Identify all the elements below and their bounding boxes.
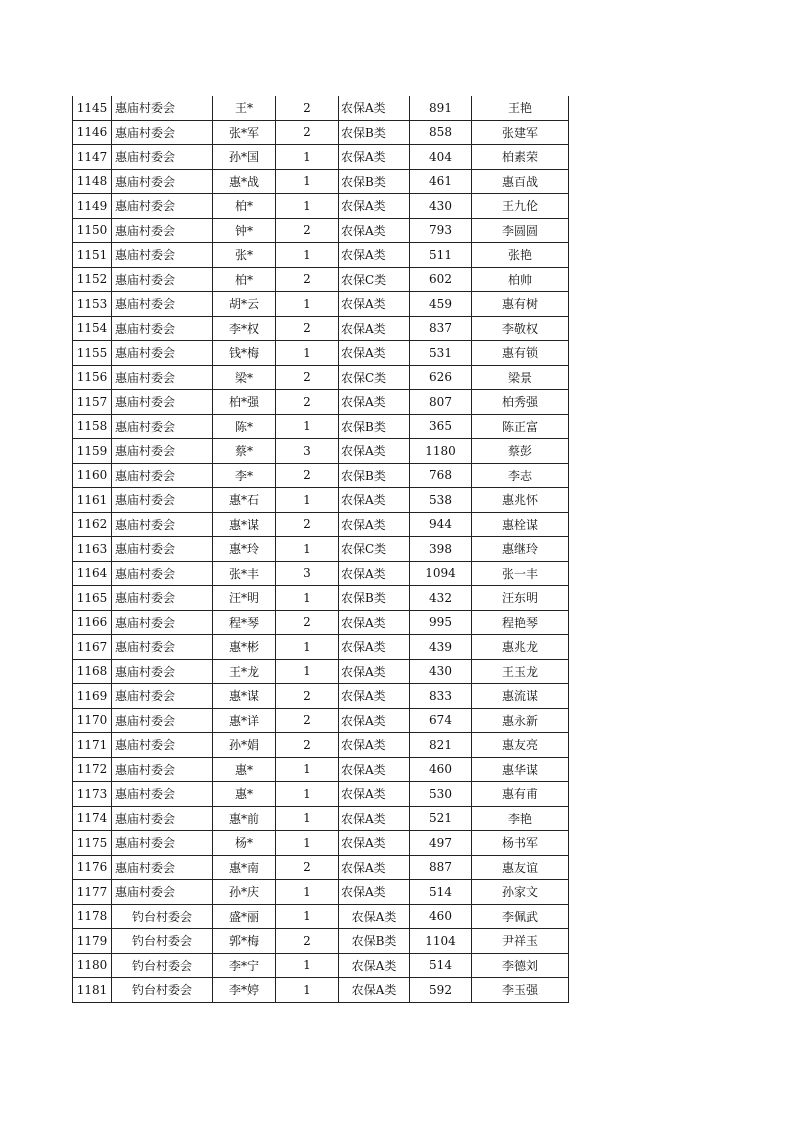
household-count-cell: 1: [276, 782, 339, 807]
recipient-name-cell: 杨*: [213, 831, 276, 856]
representative-name-cell: 惠有甫: [472, 782, 569, 807]
amount-cell: 365: [410, 414, 472, 439]
village-committee-cell: 惠庙村委会: [112, 439, 213, 464]
insurance-category-cell: 农保A类: [339, 243, 410, 268]
household-count-cell: 2: [276, 684, 339, 709]
village-committee-cell: 惠庙村委会: [112, 145, 213, 170]
household-count-cell: 2: [276, 316, 339, 341]
table-row: [73, 782, 569, 807]
representative-name-cell: 孙家文: [472, 880, 569, 905]
representative-name-cell: 程艳琴: [472, 610, 569, 635]
household-count-cell: 2: [276, 463, 339, 488]
representative-name-cell: 惠有锁: [472, 341, 569, 366]
household-count-cell: 1: [276, 145, 339, 170]
insurance-category-cell: 农保A类: [339, 145, 410, 170]
amount-cell: 944: [410, 512, 472, 537]
table-row: [73, 635, 569, 660]
amount-cell: 521: [410, 806, 472, 831]
insurance-category-cell: 农保C类: [339, 267, 410, 292]
village-committee-cell: 惠庙村委会: [112, 194, 213, 219]
household-count-cell: 1: [276, 341, 339, 366]
row-number-cell: 1156: [73, 365, 112, 390]
recipient-name-cell: 张*军: [213, 120, 276, 145]
insurance-category-cell: 农保A类: [339, 659, 410, 684]
amount-cell: 891: [410, 96, 472, 120]
recipient-name-cell: 李*宁: [213, 953, 276, 978]
row-number-cell: 1154: [73, 316, 112, 341]
insurance-category-cell: 农保A类: [339, 733, 410, 758]
table-row: [73, 733, 569, 758]
table-row: [73, 292, 569, 317]
representative-name-cell: 惠华谋: [472, 757, 569, 782]
recipient-name-cell: 孙*国: [213, 145, 276, 170]
recipient-name-cell: 盛*丽: [213, 904, 276, 929]
household-count-cell: 3: [276, 439, 339, 464]
amount-cell: 497: [410, 831, 472, 856]
representative-name-cell: 张建军: [472, 120, 569, 145]
row-number-cell: 1147: [73, 145, 112, 170]
amount-cell: 1094: [410, 561, 472, 586]
representative-name-cell: 惠兆龙: [472, 635, 569, 660]
row-number-cell: 1152: [73, 267, 112, 292]
amount-cell: 398: [410, 537, 472, 562]
row-number-cell: 1163: [73, 537, 112, 562]
row-number-cell: 1178: [73, 904, 112, 929]
household-count-cell: 1: [276, 292, 339, 317]
amount-cell: 995: [410, 610, 472, 635]
representative-name-cell: 王玉龙: [472, 659, 569, 684]
recipient-name-cell: 孙*庆: [213, 880, 276, 905]
insurance-category-cell: 农保A类: [339, 390, 410, 415]
row-number-cell: 1172: [73, 757, 112, 782]
row-number-cell: 1168: [73, 659, 112, 684]
representative-name-cell: 尹祥玉: [472, 929, 569, 954]
representative-name-cell: 惠友谊: [472, 855, 569, 880]
insurance-category-cell: 农保A类: [339, 439, 410, 464]
village-committee-cell: 惠庙村委会: [112, 733, 213, 758]
row-number-cell: 1180: [73, 953, 112, 978]
insurance-category-cell: 农保A类: [339, 978, 410, 1003]
village-committee-cell: 惠庙村委会: [112, 243, 213, 268]
insurance-category-cell: 农保A类: [339, 610, 410, 635]
representative-name-cell: 惠永新: [472, 708, 569, 733]
table-row: [73, 880, 569, 905]
insurance-category-cell: 农保A类: [339, 341, 410, 366]
household-count-cell: 2: [276, 733, 339, 758]
insurance-category-cell: 农保A类: [339, 512, 410, 537]
recipient-name-cell: 惠*南: [213, 855, 276, 880]
recipient-name-cell: 李*: [213, 463, 276, 488]
representative-name-cell: 李艳: [472, 806, 569, 831]
household-count-cell: 2: [276, 512, 339, 537]
row-number-cell: 1181: [73, 978, 112, 1003]
amount-cell: 511: [410, 243, 472, 268]
household-count-cell: 1: [276, 659, 339, 684]
amount-cell: 404: [410, 145, 472, 170]
village-committee-cell: 钓台村委会: [112, 953, 213, 978]
village-committee-cell: 惠庙村委会: [112, 218, 213, 243]
household-count-cell: 2: [276, 96, 339, 120]
recipient-name-cell: 孙*娟: [213, 733, 276, 758]
amount-cell: 1180: [410, 439, 472, 464]
village-committee-cell: 惠庙村委会: [112, 708, 213, 733]
recipient-name-cell: 惠*石: [213, 488, 276, 513]
village-committee-cell: 惠庙村委会: [112, 537, 213, 562]
row-number-cell: 1162: [73, 512, 112, 537]
representative-name-cell: 蔡彭: [472, 439, 569, 464]
village-committee-cell: 惠庙村委会: [112, 341, 213, 366]
insurance-category-cell: 农保A类: [339, 488, 410, 513]
household-count-cell: 1: [276, 904, 339, 929]
household-count-cell: 1: [276, 831, 339, 856]
row-number-cell: 1158: [73, 414, 112, 439]
insurance-category-cell: 农保A类: [339, 635, 410, 660]
representative-name-cell: 柏素荣: [472, 145, 569, 170]
household-count-cell: 2: [276, 610, 339, 635]
insurance-category-cell: 农保A类: [339, 831, 410, 856]
row-number-cell: 1161: [73, 488, 112, 513]
representative-name-cell: 李圆圆: [472, 218, 569, 243]
amount-cell: 430: [410, 659, 472, 684]
recipient-name-cell: 梁*: [213, 365, 276, 390]
representative-name-cell: 杨书军: [472, 831, 569, 856]
row-number-cell: 1146: [73, 120, 112, 145]
recipient-name-cell: 王*龙: [213, 659, 276, 684]
recipient-name-cell: 惠*谋: [213, 512, 276, 537]
table-row: [73, 904, 569, 929]
table-row: [73, 488, 569, 513]
representative-name-cell: 梁景: [472, 365, 569, 390]
table-row: [73, 341, 569, 366]
insurance-category-cell: 农保B类: [339, 120, 410, 145]
table-row: [73, 953, 569, 978]
household-count-cell: 3: [276, 561, 339, 586]
table-row: [73, 757, 569, 782]
amount-cell: 432: [410, 586, 472, 611]
table-row: [73, 218, 569, 243]
representative-name-cell: 王艳: [472, 96, 569, 120]
household-count-cell: 2: [276, 855, 339, 880]
representative-name-cell: 李志: [472, 463, 569, 488]
village-committee-cell: 惠庙村委会: [112, 169, 213, 194]
village-committee-cell: 惠庙村委会: [112, 512, 213, 537]
row-number-cell: 1155: [73, 341, 112, 366]
table-row: [73, 659, 569, 684]
insurance-category-cell: 农保A类: [339, 708, 410, 733]
household-count-cell: 2: [276, 120, 339, 145]
household-count-cell: 2: [276, 365, 339, 390]
table-row: [73, 561, 569, 586]
amount-cell: 821: [410, 733, 472, 758]
household-count-cell: 1: [276, 243, 339, 268]
table-row: [73, 316, 569, 341]
table-row: [73, 684, 569, 709]
household-count-cell: 2: [276, 390, 339, 415]
recipient-name-cell: 蔡*: [213, 439, 276, 464]
insurance-category-cell: 农保A类: [339, 194, 410, 219]
insurance-category-cell: 农保A类: [339, 855, 410, 880]
recipient-name-cell: 汪*明: [213, 586, 276, 611]
insurance-category-cell: 农保A类: [339, 684, 410, 709]
insurance-category-cell: 农保A类: [339, 782, 410, 807]
insurance-category-cell: 农保B类: [339, 169, 410, 194]
row-number-cell: 1167: [73, 635, 112, 660]
village-committee-cell: 惠庙村委会: [112, 292, 213, 317]
insurance-category-cell: 农保A类: [339, 561, 410, 586]
household-count-cell: 1: [276, 537, 339, 562]
household-count-cell: 1: [276, 806, 339, 831]
representative-name-cell: 张艳: [472, 243, 569, 268]
representative-name-cell: 李佩武: [472, 904, 569, 929]
household-count-cell: 2: [276, 708, 339, 733]
village-committee-cell: 惠庙村委会: [112, 586, 213, 611]
assistance-roster-table: [72, 96, 569, 1003]
village-committee-cell: 惠庙村委会: [112, 390, 213, 415]
village-committee-cell: 惠庙村委会: [112, 488, 213, 513]
recipient-name-cell: 柏*强: [213, 390, 276, 415]
recipient-name-cell: 惠*玲: [213, 537, 276, 562]
household-count-cell: 1: [276, 635, 339, 660]
household-count-cell: 1: [276, 757, 339, 782]
insurance-category-cell: 农保B类: [339, 929, 410, 954]
row-number-cell: 1173: [73, 782, 112, 807]
insurance-category-cell: 农保A类: [339, 218, 410, 243]
amount-cell: 837: [410, 316, 472, 341]
village-committee-cell: 惠庙村委会: [112, 831, 213, 856]
table-row: [73, 978, 569, 1003]
insurance-category-cell: 农保A类: [339, 757, 410, 782]
household-count-cell: 1: [276, 953, 339, 978]
village-committee-cell: 惠庙村委会: [112, 757, 213, 782]
table-row: [73, 610, 569, 635]
row-number-cell: 1170: [73, 708, 112, 733]
representative-name-cell: 惠继玲: [472, 537, 569, 562]
amount-cell: 531: [410, 341, 472, 366]
amount-cell: 858: [410, 120, 472, 145]
representative-name-cell: 汪东明: [472, 586, 569, 611]
row-number-cell: 1153: [73, 292, 112, 317]
village-committee-cell: 钓台村委会: [112, 978, 213, 1003]
recipient-name-cell: 钟*: [213, 218, 276, 243]
amount-cell: 674: [410, 708, 472, 733]
row-number-cell: 1171: [73, 733, 112, 758]
amount-cell: 793: [410, 218, 472, 243]
representative-name-cell: 李玉强: [472, 978, 569, 1003]
village-committee-cell: 惠庙村委会: [112, 880, 213, 905]
row-number-cell: 1164: [73, 561, 112, 586]
representative-name-cell: 惠友亮: [472, 733, 569, 758]
amount-cell: 592: [410, 978, 472, 1003]
amount-cell: 460: [410, 904, 472, 929]
recipient-name-cell: 郭*梅: [213, 929, 276, 954]
recipient-name-cell: 惠*战: [213, 169, 276, 194]
representative-name-cell: 柏秀强: [472, 390, 569, 415]
table-row: [73, 929, 569, 954]
recipient-name-cell: 陈*: [213, 414, 276, 439]
recipient-name-cell: 惠*前: [213, 806, 276, 831]
insurance-category-cell: 农保A类: [339, 292, 410, 317]
insurance-category-cell: 农保A类: [339, 316, 410, 341]
representative-name-cell: 惠栓谋: [472, 512, 569, 537]
insurance-category-cell: 农保C类: [339, 365, 410, 390]
amount-cell: 459: [410, 292, 472, 317]
row-number-cell: 1166: [73, 610, 112, 635]
amount-cell: 514: [410, 953, 472, 978]
village-committee-cell: 钓台村委会: [112, 929, 213, 954]
row-number-cell: 1174: [73, 806, 112, 831]
table-row: [73, 169, 569, 194]
row-number-cell: 1159: [73, 439, 112, 464]
recipient-name-cell: 惠*谋: [213, 684, 276, 709]
village-committee-cell: 惠庙村委会: [112, 561, 213, 586]
household-count-cell: 1: [276, 194, 339, 219]
village-committee-cell: 惠庙村委会: [112, 659, 213, 684]
amount-cell: 460: [410, 757, 472, 782]
row-number-cell: 1169: [73, 684, 112, 709]
village-committee-cell: 惠庙村委会: [112, 414, 213, 439]
amount-cell: 1104: [410, 929, 472, 954]
row-number-cell: 1151: [73, 243, 112, 268]
recipient-name-cell: 张*: [213, 243, 276, 268]
table-row: [73, 439, 569, 464]
representative-name-cell: 张一丰: [472, 561, 569, 586]
recipient-name-cell: 惠*彬: [213, 635, 276, 660]
table-row: [73, 390, 569, 415]
row-number-cell: 1165: [73, 586, 112, 611]
row-number-cell: 1148: [73, 169, 112, 194]
amount-cell: 626: [410, 365, 472, 390]
household-count-cell: 2: [276, 267, 339, 292]
representative-name-cell: 李敬权: [472, 316, 569, 341]
table-row: [73, 463, 569, 488]
table-row: [73, 120, 569, 145]
representative-name-cell: 李德刘: [472, 953, 569, 978]
row-number-cell: 1179: [73, 929, 112, 954]
table-row: [73, 267, 569, 292]
representative-name-cell: 惠有树: [472, 292, 569, 317]
insurance-category-cell: 农保B类: [339, 463, 410, 488]
village-committee-cell: 惠庙村委会: [112, 610, 213, 635]
recipient-name-cell: 程*琴: [213, 610, 276, 635]
amount-cell: 514: [410, 880, 472, 905]
recipient-name-cell: 柏*: [213, 267, 276, 292]
table-row: [73, 537, 569, 562]
row-number-cell: 1150: [73, 218, 112, 243]
table-row: [73, 806, 569, 831]
row-number-cell: 1160: [73, 463, 112, 488]
amount-cell: 430: [410, 194, 472, 219]
amount-cell: 530: [410, 782, 472, 807]
table-row: [73, 512, 569, 537]
amount-cell: 833: [410, 684, 472, 709]
village-committee-cell: 惠庙村委会: [112, 855, 213, 880]
table-row: [73, 855, 569, 880]
row-number-cell: 1175: [73, 831, 112, 856]
household-count-cell: 1: [276, 978, 339, 1003]
recipient-name-cell: 钱*梅: [213, 341, 276, 366]
insurance-category-cell: 农保A类: [339, 953, 410, 978]
amount-cell: 807: [410, 390, 472, 415]
village-committee-cell: 惠庙村委会: [112, 316, 213, 341]
insurance-category-cell: 农保B类: [339, 414, 410, 439]
village-committee-cell: 惠庙村委会: [112, 96, 213, 120]
household-count-cell: 1: [276, 880, 339, 905]
row-number-cell: 1145: [73, 96, 112, 120]
household-count-cell: 1: [276, 488, 339, 513]
insurance-category-cell: 农保A类: [339, 880, 410, 905]
recipient-name-cell: 柏*: [213, 194, 276, 219]
recipient-name-cell: 惠*: [213, 782, 276, 807]
household-count-cell: 2: [276, 218, 339, 243]
insurance-category-cell: 农保A类: [339, 806, 410, 831]
representative-name-cell: 柏帅: [472, 267, 569, 292]
village-committee-cell: 惠庙村委会: [112, 120, 213, 145]
row-number-cell: 1177: [73, 880, 112, 905]
village-committee-cell: 惠庙村委会: [112, 806, 213, 831]
village-committee-cell: 惠庙村委会: [112, 782, 213, 807]
household-count-cell: 2: [276, 929, 339, 954]
insurance-category-cell: 农保A类: [339, 904, 410, 929]
table-row: [73, 96, 569, 120]
representative-name-cell: 惠百战: [472, 169, 569, 194]
table-row: [73, 243, 569, 268]
village-committee-cell: 惠庙村委会: [112, 463, 213, 488]
insurance-category-cell: 农保C类: [339, 537, 410, 562]
village-committee-cell: 惠庙村委会: [112, 635, 213, 660]
representative-name-cell: 王九伦: [472, 194, 569, 219]
table-row: [73, 365, 569, 390]
row-number-cell: 1157: [73, 390, 112, 415]
amount-cell: 602: [410, 267, 472, 292]
recipient-name-cell: 惠*: [213, 757, 276, 782]
village-committee-cell: 惠庙村委会: [112, 684, 213, 709]
recipient-name-cell: 惠*详: [213, 708, 276, 733]
table-row: [73, 145, 569, 170]
table-row: [73, 414, 569, 439]
household-count-cell: 1: [276, 169, 339, 194]
amount-cell: 538: [410, 488, 472, 513]
representative-name-cell: 陈正富: [472, 414, 569, 439]
row-number-cell: 1176: [73, 855, 112, 880]
village-committee-cell: 钓台村委会: [112, 904, 213, 929]
recipient-name-cell: 张*丰: [213, 561, 276, 586]
table-row: [73, 831, 569, 856]
household-count-cell: 1: [276, 586, 339, 611]
amount-cell: 439: [410, 635, 472, 660]
village-committee-cell: 惠庙村委会: [112, 267, 213, 292]
row-number-cell: 1149: [73, 194, 112, 219]
representative-name-cell: 惠兆怀: [472, 488, 569, 513]
amount-cell: 461: [410, 169, 472, 194]
recipient-name-cell: 王*: [213, 96, 276, 120]
recipient-name-cell: 李*权: [213, 316, 276, 341]
household-count-cell: 1: [276, 414, 339, 439]
insurance-category-cell: 农保B类: [339, 586, 410, 611]
table-row: [73, 586, 569, 611]
table-row: [73, 194, 569, 219]
amount-cell: 768: [410, 463, 472, 488]
village-committee-cell: 惠庙村委会: [112, 365, 213, 390]
table-row: [73, 708, 569, 733]
recipient-name-cell: 李*婷: [213, 978, 276, 1003]
representative-name-cell: 惠流谋: [472, 684, 569, 709]
recipient-name-cell: 胡*云: [213, 292, 276, 317]
insurance-category-cell: 农保A类: [339, 96, 410, 120]
amount-cell: 887: [410, 855, 472, 880]
